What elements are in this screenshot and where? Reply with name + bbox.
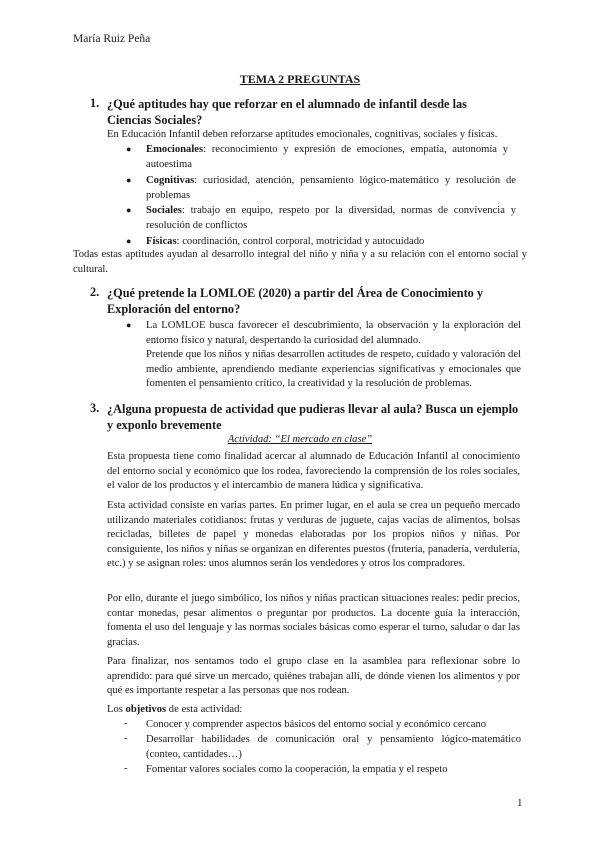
question-1-heading: ¿Qué aptitudes hay que reforzar en el alumnado de infantil desde las Ciencias Sociales? — [107, 97, 467, 127]
bullet-dot-icon: ● — [126, 320, 132, 330]
dash-icon: - — [124, 733, 128, 744]
list-item — [146, 204, 516, 233]
bullet-dot-icon: ● — [126, 236, 132, 246]
list-item — [146, 174, 516, 203]
question-1-intro: En Educación Infantil deben reforzarse aptitudes emocionales, cognitivas, sociales y físicas. — [107, 129, 498, 140]
list-item-term: Físicas — [146, 236, 177, 247]
objectives-term: objetivos — [125, 704, 167, 715]
objectives-suffix: de esta actividad: — [166, 704, 243, 715]
bullet-dot-icon: ● — [126, 205, 132, 215]
list-item — [146, 143, 508, 172]
list-item-desc: : reconocimiento y expresión de emociones, empatía, autonomía y autoestima — [146, 144, 508, 170]
objective-item: Conocer y comprender aspectos básicos del entorno social y económico cercano — [146, 719, 487, 730]
author-name: María Ruiz Peña — [73, 33, 151, 45]
question-2-number: 2. — [90, 285, 100, 299]
bullet-dot-icon: ● — [126, 175, 132, 185]
objectives-intro — [107, 703, 520, 718]
question-1-closing: Todas estas aptitudes ayudan al desarrollo integral del niño y niña y a su relación con el entorno social y cultural. — [73, 249, 527, 275]
activity-paragraph-1: Esta propuesta tiene como finalidad acercar al alumnado de Educación Infantil al conocimiento del entorno social y económico que los rodea, favoreciendo la comprensión de los roles sociales, el valor de los productos y el intercambio de manera lúdica y significativa. — [107, 451, 520, 492]
activity-title: Actividad: “El mercado en clase” — [227, 434, 373, 445]
list-item-term: Emocionales — [146, 144, 204, 155]
objective-item: Desarrollar habilidades de comunicación oral y pensamiento lógico-matemático (conteo, cantidades…) — [146, 734, 521, 760]
question-2-heading: ¿Qué pretende la LOMLOE (2020) a partir del Área de Conocimiento y Exploración del entorno? — [107, 286, 484, 316]
objectives-prefix: Los — [107, 704, 126, 715]
objective-item: Fomentar valores sociales como la cooperación, la empatía y el respeto — [146, 764, 448, 775]
activity-paragraph-3: Por ello, durante el juego simbólico, los niños y niñas practican situaciones reales: pedir precios, contar monedas, pesar alimentos o preguntar por productos. La docente guía la interacción, fomenta el uso del lenguaje y las normas sociales básicas como esperar el turno, saludar o dar las gracias. — [107, 593, 520, 648]
activity-paragraph-4: Para finalizar, nos sentamos todo el grupo clase en la asamblea para reflexionar sobre lo aprendido: para qué sirve un mercado, quiénes trabajan allí, de dónde vienen los alimentos y por qué es importante respetar a las personas que nos rodean. — [107, 656, 520, 697]
list-item-desc: : curiosidad, atención, pensamiento lógico-matemático y resolución de problemas — [146, 175, 516, 201]
list-item-desc: : coordinación, control corporal, motricidad y autocuidado — [176, 236, 425, 247]
dash-icon: - — [124, 763, 128, 774]
dash-icon: - — [124, 718, 128, 729]
bullet-dot-icon: ● — [126, 144, 132, 154]
question-1-number: 1. — [90, 96, 100, 110]
page-number: 1 — [517, 797, 523, 809]
question-2-bullet-continuation: Pretende que los niños y niñas desarrollen actitudes de respeto, cuidado y valoración del medio ambiente, aprendiendo mediante experiencias significativas y emocionales que fomenten el pensamiento crítico, la creatividad y la resolución de problemas. — [146, 349, 521, 390]
document-title: TEMA 2 PREGUNTAS — [239, 72, 361, 86]
question-3-heading: ¿Alguna propuesta de actividad que pudieras llevar al aula? Busca un ejemplo y exponlo brevemente — [107, 402, 519, 432]
list-item-desc: : trabajo en equipo, respeto por la diversidad, normas de convivencia y resolución de conflictos — [146, 205, 516, 231]
activity-paragraph-2: Esta actividad consiste en varias partes. En primer lugar, en el aula se crea un pequeño mercado utilizando materiales cotidianos: frutas y verduras de juguete, cajas vacías de alimentos, bolsas recicladas, billetes de papel y monedas elaboradas por los propios niños y niñas. Por consiguiente, los niños y niñas se organizan en diferentes puestos (frutería, panadería, verdulería, etc.) y se asignan roles: unos alumnos serán los vendedores y otros los compradores. — [107, 500, 520, 570]
list-item-term: Cognitivas — [146, 175, 195, 186]
question-2-bullet-text: La LOMLOE busca favorecer el descubrimiento, la observación y la exploración del entorno físico y natural, despertando la curiosidad del alumnado. — [146, 320, 521, 346]
list-item-term: Sociales — [146, 205, 182, 216]
question-3-number: 3. — [90, 401, 100, 415]
